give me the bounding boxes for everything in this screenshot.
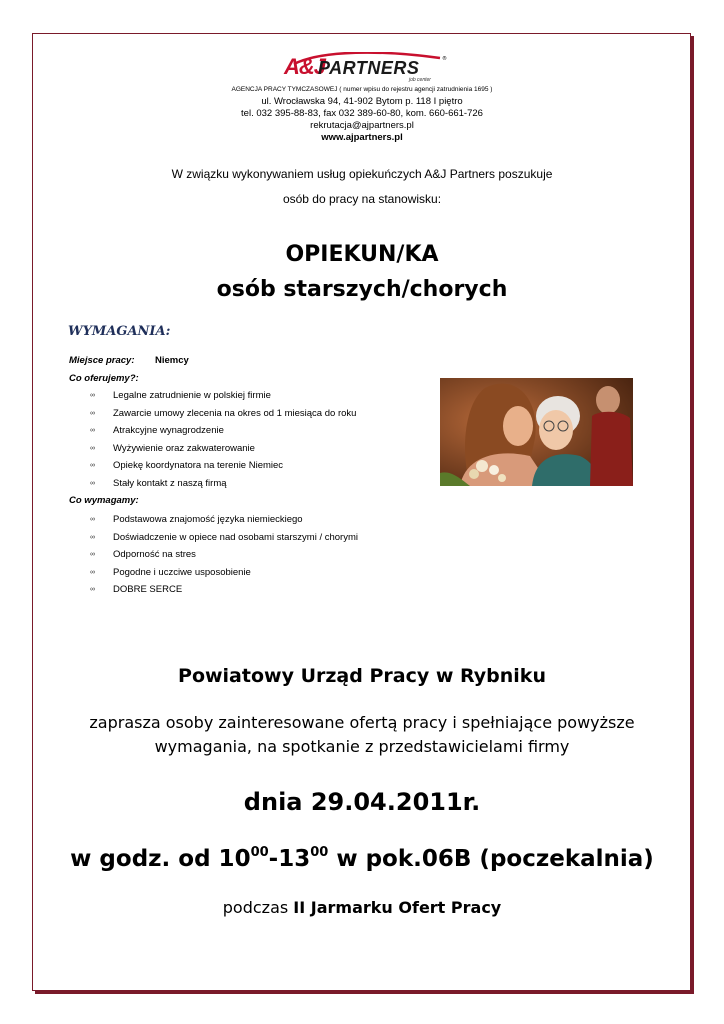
list-item: ∞ Opiekę koordynatora na terenie Niemiec: [90, 457, 356, 475]
logo-partners: PARTNERS: [318, 58, 420, 78]
infinity-bullet-icon: ∞: [90, 409, 95, 417]
office-name: Powiatowy Urząd Pracy w Rybniku: [178, 665, 546, 687]
requirements-heading: WYMAGANIA:: [68, 324, 171, 339]
infinity-bullet-icon: ∞: [90, 551, 95, 559]
company-phones: tel. 032 395-88-83, fax 032 389-60-80, kom. 660-661-726: [241, 108, 483, 119]
logo-aj: A&J: [284, 54, 326, 79]
intro-line-1: W związku wykonywaniem usług opiekuńczych A&J Partners poszukuje: [171, 167, 553, 181]
company-email[interactable]: rekrutacja@ajpartners.pl: [310, 120, 414, 131]
event-occasion: podczas II Jarmarku Ofert Pracy: [222, 898, 502, 917]
offer-label: Co oferujemy?:: [69, 373, 139, 384]
position-subtitle: osób starszych/chorych: [216, 277, 508, 302]
list-item: ∞ Zawarcie umowy zlecenia na okres od 1 miesiąca do roku: [90, 405, 356, 423]
company-logo: [284, 52, 454, 88]
place-value: Niemcy: [155, 355, 189, 366]
list-item: ∞ Pogodne i uczciwe usposobienie: [90, 564, 358, 582]
list-item: ∞ Podstawowa znajomość języka niemieckiego: [90, 511, 358, 529]
list-item: ∞ Stały kontakt z naszą firmą: [90, 475, 356, 493]
infinity-bullet-icon: ∞: [90, 444, 95, 452]
infinity-bullet-icon: ∞: [90, 392, 95, 399]
list-item: ∞ Atrakcyjne wynagrodzenie: [90, 422, 356, 440]
infinity-bullet-icon: ∞: [90, 586, 95, 594]
company-website[interactable]: www.ajpartners.pl: [321, 132, 403, 143]
event-date: dnia 29.04.2011r.: [243, 788, 481, 816]
event-hours: w godz. od $10^{00}-13^{00}$ w pok.06B (poczekalnia): [70, 845, 654, 872]
infinity-bullet-icon: ∞: [90, 479, 95, 487]
infinity-bullet-icon: ∞: [90, 516, 95, 523]
infinity-bullet-icon: ∞: [90, 533, 95, 541]
list-item: ∞ DOBRE SERCE: [90, 581, 358, 599]
position-title: OPIEKUN/KA: [285, 242, 439, 267]
demand-list: [90, 511, 358, 599]
infinity-bullet-icon: ∞: [90, 427, 95, 435]
list-item: ∞ Legalne zatrudnienie w polskiej firmie: [90, 387, 356, 405]
list-item: ∞ Wyżywienie oraz zakwaterowanie: [90, 440, 356, 458]
invite-line-1: zaprasza osoby zainteresowane ofertą pracy i spełniające powyższe: [89, 713, 635, 732]
demand-label: Co wymagamy:: [69, 495, 139, 506]
intro-line-2: osób do pracy na stanowisku:: [282, 192, 442, 206]
place-label: Miejsce pracy:: [69, 355, 135, 366]
logo-tagline: job center: [409, 77, 431, 83]
infinity-bullet-icon: ∞: [90, 568, 95, 576]
agency-line: AGENCJA PRACY TYMCZASOWEJ ( numer wpisu do rejestru agencji zatrudnienia 1695 ): [231, 86, 493, 93]
caregiver-photo: [440, 378, 633, 486]
offer-list: [90, 387, 356, 493]
logo-registered: ®: [442, 56, 447, 62]
list-item: ∞ Odporność na stres: [90, 546, 358, 564]
invite-line-2: wymagania, na spotkanie z przedstawicielami firmy: [154, 737, 570, 756]
list-item: ∞ Doświadczenie w opiece nad osobami starszymi / chorymi: [90, 529, 358, 547]
company-address: ul. Wrocławska 94, 41-902 Bytom p. 118 I piętro: [261, 96, 463, 107]
infinity-bullet-icon: ∞: [90, 462, 95, 470]
